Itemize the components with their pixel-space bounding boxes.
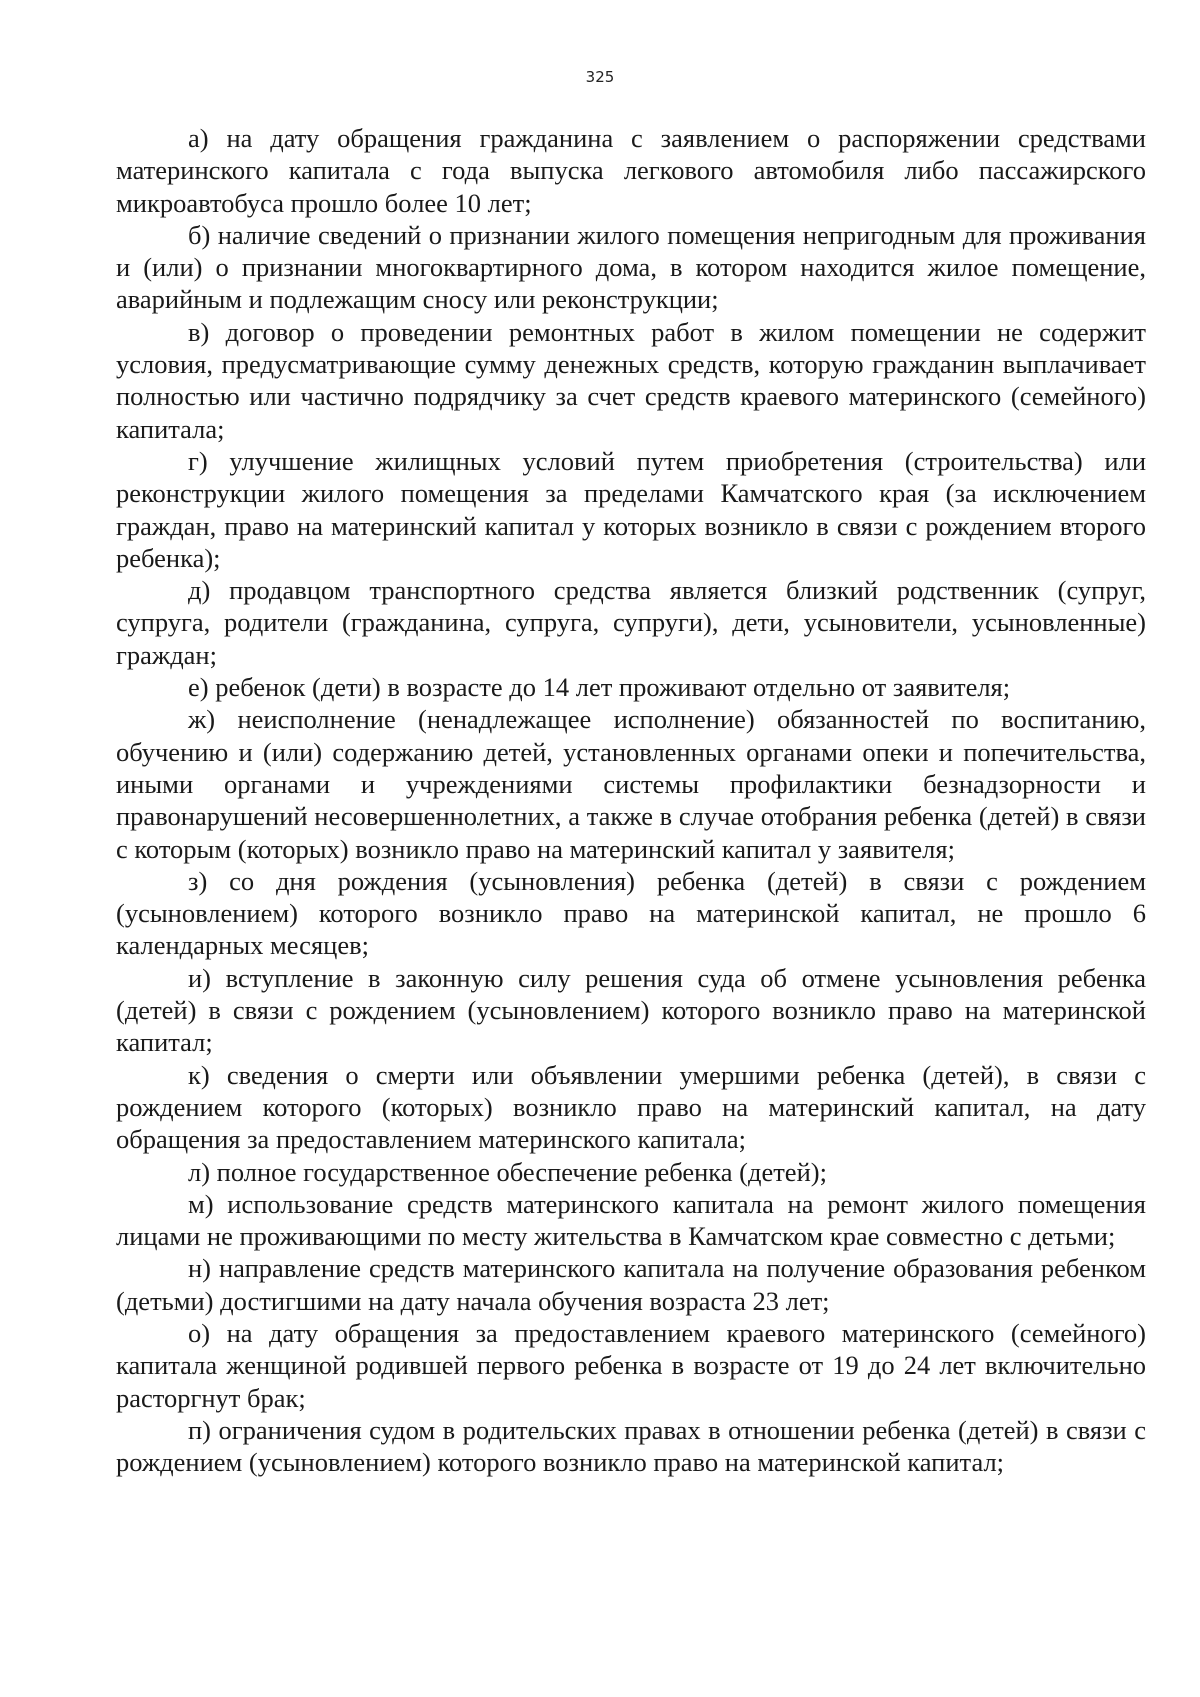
paragraph-o: о) на дату обращения за предоставлением краевого материнского (семейного) капитала женщиной родившей первого ребенка в возрасте от 19 до 24 лет включительно расторгнут брак; [116,1317,1146,1413]
paragraph-l: л) полное государственное обеспечение ребенка (детей); [188,1156,827,1187]
paragraph-i: и) вступление в законную силу решения суда об отмене усыновления ребенка (детей) в связи с рождением (усыновлением) которого возникло право на материнской капитал; [116,962,1146,1058]
paragraph-zh: ж) неисполнение (ненадлежащее исполнение) обязанностей по воспитанию, обучению и (или) содержанию детей, установленных органами опеки и попечительства, иными органами и учреждениями системы профилактики безнадзорности и правонарушений несовершеннолетних, а также в случае отобрания ребенка (детей) в связи с которым (которых) возникло право на материнский капитал у заявителя; [116,704,1146,864]
paragraph-g: г) улучшение жилищных условий путем приобретения (строительства) или реконструкции жилого помещения за пределами Камчатского края (за исключением граждан, право на материнский капитал у которых возникло в связи с рождением второго ребенка); [116,445,1146,573]
paragraph-m: м) использование средств материнского капитала на ремонт жилого помещения лицами не проживающими по месту жительства в Камчатском крае совместно с детьми; [116,1188,1146,1252]
paragraph-n: н) направление средств материнского капитала на получение образования ребенком (детьми) достигшими на дату начала обучения возраста 23 лет; [116,1253,1146,1316]
page-number: 325 [585,68,615,86]
paragraph-p: п) ограничения судом в родительских правах в отношении ребенка (детей) в связи с рождением (усыновлением) которого возникло право на материнской капитал; [116,1414,1146,1478]
paragraph-d: д) продавцом транспортного средства является близкий родственник (супруг, супруга, родители (гражданина, супруга, супруги), дети, усыновители, усыновленные) граждан; [116,575,1146,670]
paragraph-b: б) наличие сведений о признании жилого помещения непригодным для проживания и (или) о признании многоквартирного дома, в котором находится жилое помещение, аварийным и подлежащим сносу или реконструкции; [116,219,1146,315]
paragraph-a: а) на дату обращения гражданина с заявлением о распоряжении средствами материнского капитала с года выпуска легкового автомобиля либо пассажирского микроавтобуса прошло более 10 лет; [116,123,1146,218]
document-body [116,122,1146,1478]
paragraph-e: е) ребенок (дети) в возрасте до 14 лет проживают отдельно от заявителя; [188,672,1011,703]
paragraph-v: в) договор о проведении ремонтных работ в жилом помещении не содержит условия, предусматривающие сумму денежных средств, которую гражданин выплачивает полностью или частично подрядчику за счет средств краевого материнского (семейного) капитала; [116,316,1146,444]
paragraph-z: з) со дня рождения (усыновления) ребенка (детей) в связи с рождением (усыновлением) которого возникло право на материнской капитал, не прошло 6 календарных месяцев; [116,865,1146,961]
paragraph-k: к) сведения о смерти или объявлении умершими ребенка (детей), в связи с рождением которого (которых) возникло право на материнский капитал, на дату обращения за предоставлением материнского капитала; [116,1059,1146,1155]
